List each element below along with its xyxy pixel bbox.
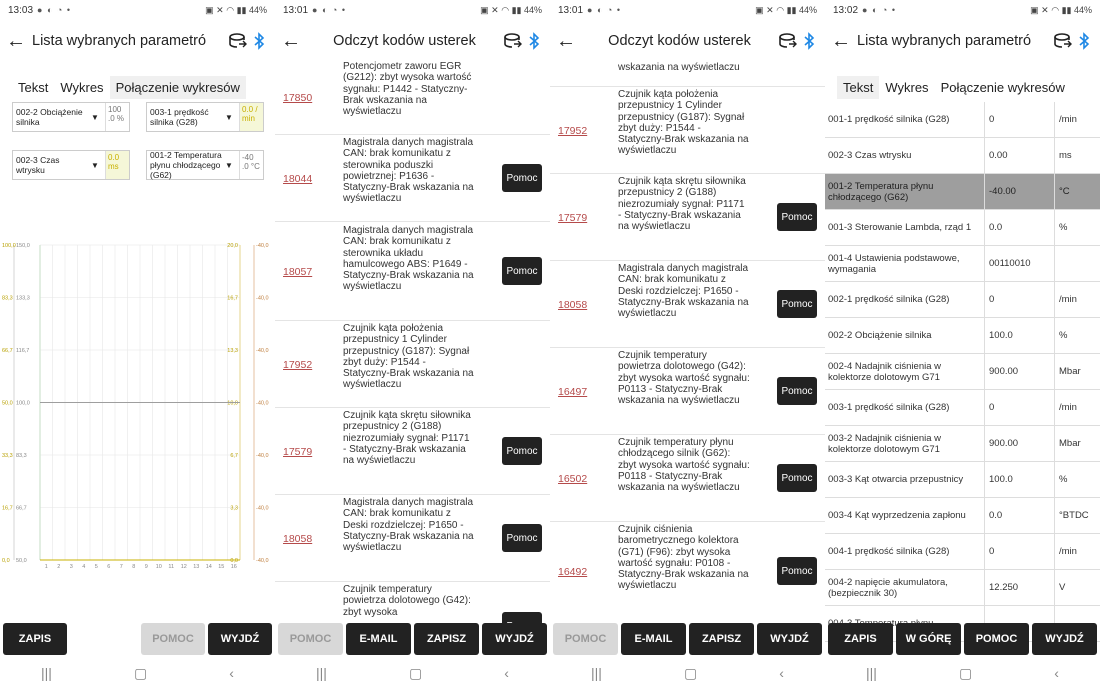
screen-parameters-text xyxy=(825,0,1100,687)
y2-tick-label: 16,7 xyxy=(227,295,238,302)
back-arrow-icon[interactable]: ← xyxy=(6,30,26,52)
battery-level: 44% xyxy=(248,4,267,15)
database-icon[interactable] xyxy=(227,32,249,50)
param-value: 0.0 / min xyxy=(239,103,263,131)
param-value: 100 .0 % xyxy=(105,103,129,131)
param-selector[interactable] xyxy=(12,150,130,180)
param-name: 002-1 prędkość silnika (G28) xyxy=(825,282,985,317)
fault-description: Czujnik ciśnienia barometrycznego kolektora (G71) (F96): zbyt wysoka wartość sygnału: P0108 - Statyczny-Brak wskazania na wyświetlaczu xyxy=(618,524,749,592)
param-name: 003-1 prędkość silnika (G28) xyxy=(825,390,985,425)
x-tick-label: 13 xyxy=(193,564,200,570)
help-button[interactable]: Pomoc xyxy=(502,257,542,285)
help-button[interactable]: POMOC xyxy=(141,623,205,655)
fault-code-row xyxy=(275,321,550,408)
fault-code[interactable]: 16502 xyxy=(558,473,588,485)
table-row[interactable] xyxy=(825,210,1100,246)
fault-code[interactable]: 18058 xyxy=(558,299,588,311)
y-tick-label-outer: 83,3 xyxy=(2,295,13,302)
fault-code-row xyxy=(550,522,825,622)
bluetooth-icon[interactable] xyxy=(249,31,269,51)
page-title: Odczyt kodów usterek xyxy=(608,33,751,49)
battery-level: 44% xyxy=(798,4,817,15)
param-name: 001-4 Ustawienia podstawowe, wymagania xyxy=(825,246,985,281)
param-unit: Mbar xyxy=(1059,438,1081,449)
param-value: -40.00 xyxy=(985,174,1055,209)
x-tick-label: 15 xyxy=(218,564,225,570)
signal-icons: ▣ ✕ ◠ ▮▮ xyxy=(755,4,799,15)
y2-tick-label-outer: -40,0 xyxy=(256,348,269,354)
fault-code-row xyxy=(550,60,825,87)
email-button[interactable]: E-MAIL xyxy=(621,623,686,655)
status-bar xyxy=(550,0,825,20)
x-tick-label: 12 xyxy=(180,564,187,570)
email-button[interactable]: E-MAIL xyxy=(346,623,411,655)
table-row[interactable] xyxy=(825,354,1100,390)
param-unit: Mbar xyxy=(1059,366,1081,377)
param-name: 001-2 Temperatura płynu chłodzącego (G62) xyxy=(150,150,222,180)
param-name: 003-1 prędkość silnika (G28) xyxy=(150,107,209,127)
fault-description: Czujnik temperatury powietrza dolotowego (G42): zbyt wysoka xyxy=(343,584,471,618)
recents-icon[interactable]: ||| xyxy=(41,665,52,681)
fault-description: Czujnik kąta położenia przepustnicy 1 Cylinder przepustnicy (G187): Sygnał zbyt duży: P1544 - Statyczny-Brak wskazania na wyświetlaczu xyxy=(343,323,474,391)
notification-icons: ● ◐ ◔ • xyxy=(862,5,896,15)
param-name: 002-2 Obciążenie silnika xyxy=(16,107,83,127)
param-value: 900.00 xyxy=(985,354,1055,389)
y-tick-label-outer: 0,0 xyxy=(2,558,10,564)
table-row[interactable] xyxy=(825,498,1100,534)
tab-chart[interactable]: Wykres xyxy=(885,80,929,95)
fault-description: Czujnik temperatury powietrza dolotowego (G42): zbyt wysoka wartość sygnału: P0113 - Statyczny-Brak wskazania na wyświetlaczu xyxy=(618,350,750,407)
fault-description: Czujnik kąta położenia przepustnicy 1 Cylinder przepustnicy (G187): Sygnał zbyt duży: P1544 - Statyczny-Brak wskazania na wyświetlaczu xyxy=(618,89,749,157)
button-bar xyxy=(275,621,550,657)
param-name: 004-2 napięcie akumulatora, (bezpiecznik 30) xyxy=(825,570,985,605)
y-tick-label-outer: 16,7 xyxy=(2,505,13,512)
recents-icon[interactable]: ||| xyxy=(866,665,877,681)
fault-code[interactable]: 17952 xyxy=(558,125,588,137)
fault-code-row xyxy=(550,87,825,174)
help-button[interactable]: POMOC xyxy=(278,623,343,655)
status-bar xyxy=(825,0,1100,20)
tab-combined[interactable]: Połączenie wykresów xyxy=(110,76,246,99)
param-value: 0.0 xyxy=(985,498,1055,533)
fault-code-row xyxy=(550,348,825,435)
y-tick-label: 50,0 xyxy=(16,558,27,564)
database-icon[interactable] xyxy=(1052,32,1074,50)
param-selector[interactable] xyxy=(146,102,264,132)
back-nav-icon[interactable]: ‹ xyxy=(779,665,784,681)
param-value: 0.00 xyxy=(985,138,1055,173)
database-icon[interactable] xyxy=(777,32,799,50)
combined-chart xyxy=(0,240,275,570)
screen-parameters-chart xyxy=(0,0,275,687)
status-bar xyxy=(275,0,550,20)
param-name: 002-3 Czas wtrysku xyxy=(16,155,60,175)
back-nav-icon[interactable]: ‹ xyxy=(504,665,509,681)
param-selector[interactable] xyxy=(12,102,130,132)
fault-code[interactable]: 18057 xyxy=(283,266,313,278)
y2-tick-label-outer: -40,0 xyxy=(256,453,269,459)
system-nav-bar xyxy=(550,659,825,687)
system-nav-bar xyxy=(0,659,275,687)
table-row[interactable] xyxy=(825,462,1100,498)
fault-code[interactable]: 18058 xyxy=(283,533,313,545)
button-bar xyxy=(0,621,275,657)
param-value: 0.0 xyxy=(985,210,1055,245)
param-unit xyxy=(1055,246,1100,281)
y-tick-label: 83,3 xyxy=(16,453,27,459)
fault-code-list xyxy=(550,60,825,622)
x-tick-label: 10 xyxy=(155,564,162,570)
param-value: 00110010 xyxy=(985,246,1055,281)
recents-icon[interactable]: ||| xyxy=(316,665,327,681)
content-area xyxy=(275,60,550,622)
table-row[interactable] xyxy=(825,282,1100,318)
fault-description: Czujnik temperatury płynu chłodzącego silnik (G62): zbyt wysoka wartość sygnału: P0118 - Statyczny-Brak wskazania na wyświetlaczu xyxy=(618,437,750,494)
fault-code-row xyxy=(275,135,550,222)
y-tick-label: 133,3 xyxy=(16,295,30,302)
y2-tick-label-outer: -40,0 xyxy=(256,558,269,564)
param-name: 004-1 prędkość silnika (G28) xyxy=(825,534,985,569)
content-area xyxy=(0,60,275,622)
exit-button[interactable]: WYJDŹ xyxy=(208,623,272,655)
y2-tick-label-outer: -40,0 xyxy=(256,400,269,407)
param-value: 100.0 xyxy=(985,318,1055,353)
table-row[interactable] xyxy=(825,390,1100,426)
home-icon[interactable]: ▢ xyxy=(133,664,148,681)
fault-code-list xyxy=(275,60,550,622)
x-tick-label: 16 xyxy=(230,564,237,570)
table-row[interactable] xyxy=(825,426,1100,462)
help-button[interactable]: Pomoc xyxy=(777,203,817,231)
tab-bar xyxy=(0,76,275,99)
fault-code[interactable]: 16497 xyxy=(558,386,588,398)
fault-description: Magistrala danych magistrala CAN: brak komunikatu z Deski rozdzielczej: P1650 - Statyczny-Brak wskazania na wyświetlaczu xyxy=(343,497,474,554)
home-icon[interactable]: ▢ xyxy=(683,664,698,681)
param-unit: /min xyxy=(1059,294,1077,305)
param-value: 0 xyxy=(985,534,1055,569)
app-bar xyxy=(825,24,1100,58)
save-button[interactable]: ZAPISZ xyxy=(689,623,754,655)
y2-tick-label: 13,3 xyxy=(227,348,238,354)
x-tick-label: 9 xyxy=(144,564,148,570)
system-nav-bar xyxy=(825,659,1100,687)
dropdown-arrow-icon[interactable]: ▼ xyxy=(91,112,99,122)
param-unit: ms xyxy=(1059,150,1072,161)
app-bar xyxy=(550,24,825,58)
param-unit: °BTDC xyxy=(1059,510,1089,521)
recents-icon[interactable]: ||| xyxy=(591,665,602,681)
exit-button[interactable]: WYJDŹ xyxy=(482,623,547,655)
tab-combined[interactable]: Połączenie wykresów xyxy=(940,80,1065,95)
home-icon[interactable]: ▢ xyxy=(958,664,973,681)
screen-fault-codes-b xyxy=(550,0,825,687)
system-nav-bar xyxy=(275,659,550,687)
x-tick-label: 7 xyxy=(119,564,123,570)
param-value: 0 xyxy=(985,282,1055,317)
exit-button[interactable]: WYJDŹ xyxy=(1032,623,1097,655)
parameter-table xyxy=(825,102,1100,642)
x-tick-label: 2 xyxy=(57,564,61,570)
signal-icons: ▣ ✕ ◠ ▮▮ xyxy=(1030,4,1074,15)
y-tick-label: 66,7 xyxy=(16,505,27,512)
save-button[interactable]: ZAPIS xyxy=(828,623,893,655)
fault-description: Potencjometr zaworu EGR (G212): zbyt wysoka wartość sygnału: P1442 - Statyczny-Brak wskazania na wyświetlaczu xyxy=(343,61,472,118)
fault-code-row xyxy=(275,495,550,582)
chart-svg xyxy=(0,240,275,570)
fault-code[interactable]: 17850 xyxy=(283,92,313,104)
y2-tick-label: 3,3 xyxy=(230,505,238,512)
screen-fault-codes-a xyxy=(275,0,550,687)
fault-description: Czujnik kąta skrętu siłownika przepustnicy 2 (G188) niezrozumiały sygnał: P1171 - Statyczny-Brak wskazania na wyświetlaczu xyxy=(343,410,471,467)
notification-icons: ● ◐ ◔ • xyxy=(312,5,346,15)
x-tick-label: 11 xyxy=(168,564,175,570)
help-button[interactable]: Pomoc xyxy=(502,524,542,552)
y2-tick-label: 0,0 xyxy=(230,558,238,564)
x-tick-label: 6 xyxy=(107,564,111,570)
param-name: 001-1 prędkość silnika (G28) xyxy=(825,102,985,137)
tab-bar xyxy=(825,76,1100,99)
help-button[interactable]: Pomoc xyxy=(502,437,542,465)
app-bar xyxy=(0,24,275,58)
param-value: -40 .0 °C xyxy=(239,151,263,179)
param-name: 001-2 Temperatura płynu chłodzącego (G62) xyxy=(825,174,985,209)
back-nav-icon[interactable]: ‹ xyxy=(1054,665,1059,681)
x-tick-label: 1 xyxy=(44,564,48,570)
y-tick-label: 100,0 xyxy=(16,400,30,407)
x-tick-label: 3 xyxy=(69,564,73,570)
fault-description: Magistrala danych magistrala CAN: brak komunikatu z sterownika układu hamulcowego ABS: P1649 - Statyczny-Brak wskazania na wyświetlaczu xyxy=(343,225,474,293)
fault-description: Magistrala danych magistrala CAN: brak komunikatu z Deski rozdzielczej: P1650 - Statyczny-Brak wskazania na wyświetlaczu xyxy=(618,263,749,320)
fault-code[interactable]: 17579 xyxy=(283,446,313,458)
y-tick-label-outer: 33,3 xyxy=(2,453,13,459)
fault-code[interactable]: 17952 xyxy=(283,359,313,371)
table-row-selected[interactable] xyxy=(825,174,1100,210)
tab-chart[interactable]: Wykres xyxy=(60,80,104,95)
param-name: 003-2 Nadajnik ciśnienia w kolektorze dolotowym G71 xyxy=(825,426,985,461)
x-tick-label: 8 xyxy=(132,564,136,570)
signal-icons: ▣ ✕ ◠ ▮▮ xyxy=(205,4,249,15)
param-value: 0.0 ms xyxy=(105,151,129,179)
button-bar xyxy=(825,621,1100,657)
param-unit: V xyxy=(1059,582,1066,593)
content-area xyxy=(550,60,825,622)
status-bar xyxy=(0,0,275,20)
param-unit: % xyxy=(1059,330,1068,341)
status-time: 13:03 xyxy=(8,4,34,16)
back-arrow-icon[interactable]: ← xyxy=(281,30,301,52)
help-button[interactable]: Pomoc xyxy=(777,557,817,585)
database-icon[interactable] xyxy=(502,32,524,50)
y2-tick-label-outer: -40,0 xyxy=(256,243,269,249)
fault-code-row xyxy=(550,261,825,348)
help-button[interactable]: POMOC xyxy=(964,623,1029,655)
fault-description: Magistrala danych magistrala CAN: brak komunikatu z sterownika poduszki powietrznej: P1636 - Statyczny-Brak wskazania na wyświetlaczu xyxy=(343,137,474,205)
battery-level: 44% xyxy=(523,4,542,15)
y2-tick-label-outer: -40,0 xyxy=(256,505,269,512)
notification-icons: ● ◐ ◔ • xyxy=(587,5,621,15)
help-button[interactable]: Pomoc xyxy=(502,164,542,192)
fault-code-row xyxy=(275,408,550,495)
scroll-up-button[interactable]: W GÓRĘ xyxy=(896,623,961,655)
param-name: 003-3 Kąt otwarcia przepustnicy xyxy=(825,462,985,497)
param-unit: % xyxy=(1059,222,1068,233)
param-value: 900.00 xyxy=(985,426,1055,461)
page-title: Lista wybranych parametró xyxy=(857,33,1032,49)
back-nav-icon[interactable]: ‹ xyxy=(229,665,234,681)
y-tick-label: 150,0 xyxy=(16,243,30,249)
save-button[interactable]: ZAPISZ xyxy=(414,623,479,655)
table-row[interactable] xyxy=(825,246,1100,282)
param-name: 002-2 Obciążenie silnika xyxy=(825,318,985,353)
y2-tick-label: 20,0 xyxy=(227,243,238,249)
y2-tick-label-outer: -40,0 xyxy=(256,295,269,302)
table-row[interactable] xyxy=(825,570,1100,606)
fault-description: Czujnik kąta skrętu siłownika przepustnicy 2 (G188) niezrozumiały sygnał: P1171 - Statyczny-Brak wskazania na wyświetlaczu xyxy=(618,176,746,233)
signal-icons: ▣ ✕ ◠ ▮▮ xyxy=(480,4,524,15)
table-row[interactable] xyxy=(825,102,1100,138)
y-tick-label-outer: 50,0 xyxy=(2,400,13,407)
home-icon[interactable]: ▢ xyxy=(408,664,423,681)
param-value: 100.0 xyxy=(985,462,1055,497)
param-selector[interactable] xyxy=(146,150,264,180)
param-name: 001-3 Sterowanie Lambda, rząd 1 xyxy=(825,210,985,245)
dropdown-arrow-icon[interactable]: ▼ xyxy=(91,160,99,170)
dropdown-arrow-icon[interactable]: ▼ xyxy=(225,112,233,122)
y-tick-label-outer: 66,7 xyxy=(2,348,13,354)
page-title: Lista wybranych parametró xyxy=(32,33,207,49)
y2-tick-label: 10,0 xyxy=(227,400,238,407)
fault-code-row xyxy=(550,174,825,261)
y-tick-label: 116,7 xyxy=(16,348,30,354)
param-unit: /min xyxy=(1059,546,1077,557)
x-tick-label: 4 xyxy=(82,564,86,570)
param-unit: °C xyxy=(1059,186,1070,197)
table-row[interactable] xyxy=(825,318,1100,354)
content-area xyxy=(825,60,1100,622)
table-row[interactable] xyxy=(825,534,1100,570)
save-button[interactable]: ZAPIS xyxy=(3,623,67,655)
back-arrow-icon[interactable]: ← xyxy=(556,30,576,52)
x-tick-label: 5 xyxy=(94,564,98,570)
status-time: 13:01 xyxy=(283,4,309,16)
param-unit: /min xyxy=(1059,402,1077,413)
button-bar xyxy=(550,621,825,657)
param-value: 0 xyxy=(985,390,1055,425)
status-time: 13:01 xyxy=(558,4,584,16)
fault-code-row xyxy=(550,435,825,522)
y2-tick-label: 6,7 xyxy=(230,453,238,459)
param-name: 002-3 Czas wtrysku xyxy=(825,138,985,173)
fault-description: wskazania na wyświetlaczu xyxy=(618,62,740,73)
param-name: 003-4 Kąt wyprzedzenia zapłonu xyxy=(825,498,985,533)
fault-code[interactable]: 16492 xyxy=(558,566,588,578)
y-tick-label-outer: 100,0 xyxy=(2,243,16,249)
bluetooth-icon[interactable] xyxy=(524,31,544,51)
help-button[interactable]: Pomoc xyxy=(777,290,817,318)
help-button[interactable]: POMOC xyxy=(553,623,618,655)
exit-button[interactable]: WYJDŹ xyxy=(757,623,822,655)
bluetooth-icon[interactable] xyxy=(1074,31,1094,51)
fault-code[interactable]: 17579 xyxy=(558,212,588,224)
bluetooth-icon[interactable] xyxy=(799,31,819,51)
x-tick-label: 14 xyxy=(205,564,212,570)
tab-text[interactable]: Tekst xyxy=(18,80,49,95)
app-bar xyxy=(275,24,550,58)
param-value: 0 xyxy=(985,102,1055,137)
fault-code-row xyxy=(275,60,550,135)
dropdown-arrow-icon[interactable]: ▼ xyxy=(225,160,233,170)
param-name: 002-4 Nadajnik ciśnienia w kolektorze dolotowym G71 xyxy=(825,354,985,389)
battery-level: 44% xyxy=(1073,4,1092,15)
param-unit: /min xyxy=(1059,114,1077,125)
help-button[interactable]: Pomoc xyxy=(777,377,817,405)
table-row[interactable] xyxy=(825,138,1100,174)
param-value: 12.250 xyxy=(985,570,1055,605)
help-button[interactable]: Pomoc xyxy=(777,464,817,492)
fault-code[interactable]: 18044 xyxy=(283,173,313,185)
param-unit: % xyxy=(1059,474,1068,485)
page-title: Odczyt kodów usterek xyxy=(333,33,476,49)
tab-text[interactable]: Tekst xyxy=(837,76,879,99)
back-arrow-icon[interactable]: ← xyxy=(831,30,851,52)
fault-code-row xyxy=(275,222,550,321)
status-time: 13:02 xyxy=(833,4,859,16)
notification-icons: ● ◐ ◔ • xyxy=(37,5,71,15)
